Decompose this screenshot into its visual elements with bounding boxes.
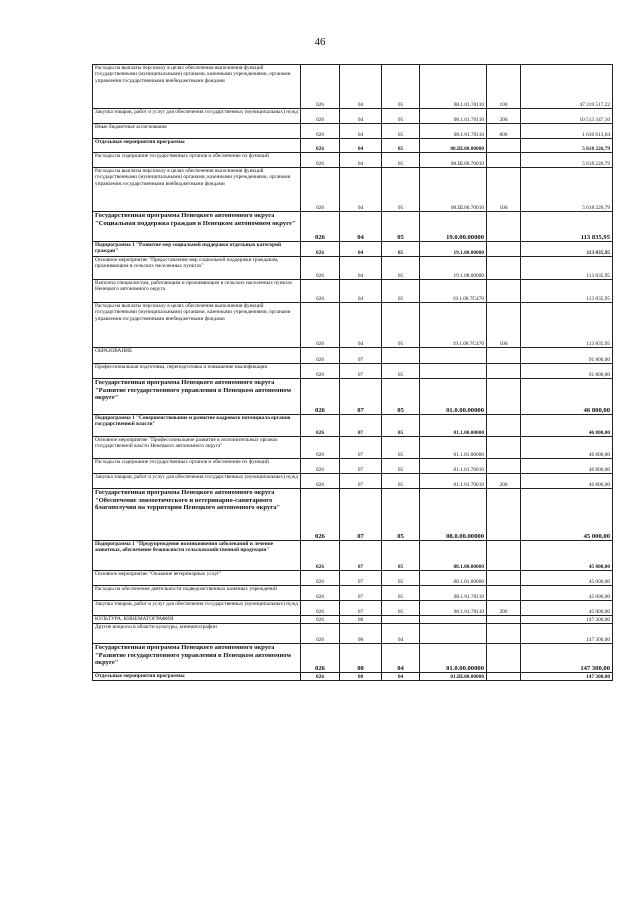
grbs-code-cell: 026 xyxy=(301,124,340,139)
table-row xyxy=(93,379,613,415)
section-code-cell: 07 xyxy=(340,601,382,616)
grbs-code-cell: 026 xyxy=(301,348,340,364)
budget-table-body xyxy=(93,65,613,681)
table-row xyxy=(93,474,613,489)
target-article-code-cell: 08.Ш.00.70010 xyxy=(420,153,487,168)
target-article-code-cell: 08.1.00.00000 xyxy=(420,541,487,571)
subsection-code-cell xyxy=(382,348,420,364)
row-name-cell: ОБРАЗОВАНИЕ xyxy=(93,348,301,364)
expense-type-code-cell: 800 xyxy=(487,124,521,139)
section-code-cell: 04 xyxy=(340,139,382,153)
amount-cell: 5 618 226,79 xyxy=(521,153,613,168)
expense-type-code-cell: 100 xyxy=(487,303,521,348)
expense-type-code-cell xyxy=(487,379,521,415)
subsection-code-cell: 05 xyxy=(382,257,420,280)
expense-type-code-cell xyxy=(487,459,521,474)
expense-type-code-cell xyxy=(487,489,521,541)
row-name-cell: Расходы на содержание государственных органов и обеспечение их функций xyxy=(93,153,301,168)
section-code-cell: 04 xyxy=(340,212,382,242)
subsection-code-cell: 05 xyxy=(382,601,420,616)
subsection-code-cell: 05 xyxy=(382,124,420,139)
expense-type-code-cell xyxy=(487,139,521,153)
expense-type-code-cell xyxy=(487,586,521,601)
table-row xyxy=(93,571,613,586)
expense-type-code-cell: 100 xyxy=(487,168,521,212)
row-name-cell: Расходы на содержание государственных органов и обеспечение их функций xyxy=(93,459,301,474)
expense-type-code-cell xyxy=(487,673,521,681)
table-row xyxy=(93,168,613,212)
grbs-code-cell: 026 xyxy=(301,379,340,415)
table-row xyxy=(93,541,613,571)
subsection-code-cell: 05 xyxy=(382,489,420,541)
target-article-code-cell: 01.0.00.00000 xyxy=(420,644,487,673)
target-article-code-cell xyxy=(420,616,487,624)
target-article-code-cell: 08.0.00.00000 xyxy=(420,489,487,541)
grbs-code-cell: 026 xyxy=(301,624,340,644)
table-row xyxy=(93,673,613,681)
table-row xyxy=(93,212,613,242)
expense-type-code-cell xyxy=(487,280,521,303)
amount-cell: 47 319 517,22 xyxy=(521,65,613,109)
row-name-cell: КУЛЬТУРА, КИНЕМАТОГРАФИЯ xyxy=(93,616,301,624)
grbs-code-cell: 026 xyxy=(301,541,340,571)
table-row xyxy=(93,139,613,153)
row-name-cell: Основное мероприятие "Предоставление мер социальной поддержки гражданам, проживающим в сельских населенных пунктах" xyxy=(93,257,301,280)
amount-cell: 46 800,00 xyxy=(521,415,613,437)
target-article-code-cell: 01.0.00.00000 xyxy=(420,379,487,415)
section-code-cell: 04 xyxy=(340,153,382,168)
section-code-cell: 04 xyxy=(340,65,382,109)
expense-type-code-cell: 200 xyxy=(487,601,521,616)
row-name-cell: Закупка товаров, работ и услуг для обеспечения государственных (муниципальных) нужд xyxy=(93,474,301,489)
subsection-code-cell xyxy=(382,616,420,624)
section-code-cell: 08 xyxy=(340,673,382,681)
row-name-cell: Подпрограмма 1 "Совершенствование и развитие кадрового потенциала органов государственной власти" xyxy=(93,415,301,437)
table-row xyxy=(93,257,613,280)
amount-cell: 45 000,00 xyxy=(521,601,613,616)
section-code-cell: 08 xyxy=(340,644,382,673)
row-name-cell: Другие вопросы в области культуры, кинематографии xyxy=(93,624,301,644)
table-row xyxy=(93,242,613,257)
expense-type-code-cell xyxy=(487,624,521,644)
section-code-cell: 04 xyxy=(340,280,382,303)
amount-cell: 147 300,00 xyxy=(521,616,613,624)
grbs-code-cell: 026 xyxy=(301,109,340,124)
subsection-code-cell: 05 xyxy=(382,364,420,379)
grbs-code-cell: 026 xyxy=(301,673,340,681)
section-code-cell: 07 xyxy=(340,571,382,586)
row-name-cell: Закупка товаров, работ и услуг для обеспечения государственных (муниципальных) нужд xyxy=(93,601,301,616)
section-code-cell: 08 xyxy=(340,616,382,624)
subsection-code-cell: 05 xyxy=(382,212,420,242)
amount-cell: 113 835,95 xyxy=(521,242,613,257)
amount-cell: 45 000,00 xyxy=(521,489,613,541)
amount-cell: 113 835,95 xyxy=(521,257,613,280)
subsection-code-cell: 05 xyxy=(382,139,420,153)
section-code-cell: 04 xyxy=(340,242,382,257)
row-name-cell: Отдельные мероприятия программы xyxy=(93,673,301,681)
subsection-code-cell: 05 xyxy=(382,153,420,168)
subsection-code-cell: 04 xyxy=(382,624,420,644)
expense-type-code-cell xyxy=(487,571,521,586)
section-code-cell: 07 xyxy=(340,459,382,474)
row-name-cell: Основное мероприятие "Оказание ветеринарных услуг" xyxy=(93,571,301,586)
row-name-cell: Расходы на выплаты персоналу в целях обеспечения выполнения функций государственными (муниципальными) органами, казенными учреждениями, органами управления государственными внебюджетными фондами xyxy=(93,65,301,109)
grbs-code-cell: 026 xyxy=(301,586,340,601)
page-number: 46 xyxy=(314,36,326,48)
section-code-cell: 04 xyxy=(340,257,382,280)
table-row xyxy=(93,616,613,624)
amount-cell: 147 300,00 xyxy=(521,673,613,681)
expense-type-code-cell xyxy=(487,541,521,571)
subsection-code-cell: 05 xyxy=(382,242,420,257)
subsection-code-cell: 05 xyxy=(382,65,420,109)
amount-cell: 5 618 226,79 xyxy=(521,168,613,212)
section-code-cell: 07 xyxy=(340,379,382,415)
section-code-cell: 08 xyxy=(340,624,382,644)
amount-cell: 46 800,00 xyxy=(521,459,613,474)
subsection-code-cell: 05 xyxy=(382,474,420,489)
row-name-cell: Закупка товаров, работ и услуг для обеспечения государственных (муниципальных) нужд xyxy=(93,109,301,124)
table-row xyxy=(93,459,613,474)
grbs-code-cell: 026 xyxy=(301,437,340,459)
table-row xyxy=(93,601,613,616)
section-code-cell: 07 xyxy=(340,489,382,541)
grbs-code-cell: 026 xyxy=(301,257,340,280)
subsection-code-cell: 05 xyxy=(382,459,420,474)
target-article-code-cell: 19.1.08.7С470 xyxy=(420,303,487,348)
table-row xyxy=(93,280,613,303)
target-article-code-cell: 01.1.00.00000 xyxy=(420,415,487,437)
table-row xyxy=(93,153,613,168)
amount-cell: 45 000,00 xyxy=(521,541,613,571)
expense-type-code-cell xyxy=(487,242,521,257)
section-code-cell: 07 xyxy=(340,437,382,459)
row-name-cell: Государственная программа Ненецкого автономного округа "Социальная поддержка граждан в Ненецком автономном округе" xyxy=(93,212,301,242)
row-name-cell: Подпрограмма 1 "Развитие мер социальной поддержки отдельных категорий граждан" xyxy=(93,242,301,257)
grbs-code-cell: 026 xyxy=(301,601,340,616)
expense-type-code-cell xyxy=(487,153,521,168)
row-name-cell: Иные бюджетные ассигнования xyxy=(93,124,301,139)
target-article-code-cell: 19.1.08.7С470 xyxy=(420,280,487,303)
grbs-code-cell: 026 xyxy=(301,168,340,212)
subsection-code-cell: 05 xyxy=(382,168,420,212)
grbs-code-cell: 026 xyxy=(301,303,340,348)
target-article-code-cell xyxy=(420,624,487,644)
row-name-cell: Основное мероприятие "Профессиональное развитие в исполнительных органах государственной власти Ненецкого автономного округа" xyxy=(93,437,301,459)
grbs-code-cell: 026 xyxy=(301,212,340,242)
row-name-cell: Государственная программа Ненецкого автономного округа "Развитие государственного управления в Ненецком автономном округе" xyxy=(93,379,301,415)
section-code-cell: 04 xyxy=(340,303,382,348)
subsection-code-cell: 05 xyxy=(382,280,420,303)
grbs-code-cell: 026 xyxy=(301,139,340,153)
target-article-code-cell: 08.1.01.70110 xyxy=(420,109,487,124)
subsection-code-cell: 05 xyxy=(382,586,420,601)
table-row xyxy=(93,644,613,673)
target-article-code-cell: 08.1.01.70110 xyxy=(420,586,487,601)
amount-cell: 113 835,95 xyxy=(521,280,613,303)
grbs-code-cell: 026 xyxy=(301,242,340,257)
expense-type-code-cell xyxy=(487,212,521,242)
subsection-code-cell: 04 xyxy=(382,673,420,681)
target-article-code-cell: 08.1.01.70110 xyxy=(420,601,487,616)
target-article-code-cell: 08.1.01.00000 xyxy=(420,571,487,586)
subsection-code-cell: 05 xyxy=(382,379,420,415)
amount-cell: 113 835,95 xyxy=(521,303,613,348)
grbs-code-cell: 026 xyxy=(301,153,340,168)
expense-type-code-cell xyxy=(487,257,521,280)
target-article-code-cell xyxy=(420,348,487,364)
expense-type-code-cell: 200 xyxy=(487,109,521,124)
amount-cell: 1 610 613,04 xyxy=(521,124,613,139)
target-article-code-cell xyxy=(420,364,487,379)
amount-cell: 46 800,00 xyxy=(521,474,613,489)
amount-cell: 91 800,00 xyxy=(521,348,613,364)
grbs-code-cell: 026 xyxy=(301,364,340,379)
expense-type-code-cell xyxy=(487,364,521,379)
grbs-code-cell: 026 xyxy=(301,489,340,541)
section-code-cell: 04 xyxy=(340,124,382,139)
table-row xyxy=(93,65,613,109)
grbs-code-cell: 026 xyxy=(301,571,340,586)
target-article-code-cell: 19.1.08.00000 xyxy=(420,257,487,280)
target-article-code-cell: 01.1.01.00000 xyxy=(420,437,487,459)
subsection-code-cell: 05 xyxy=(382,437,420,459)
section-code-cell: 07 xyxy=(340,364,382,379)
target-article-code-cell: 01.1.01.70010 xyxy=(420,474,487,489)
budget-table xyxy=(92,64,613,681)
target-article-code-cell: 01.Ш.00.00000 xyxy=(420,673,487,681)
table-row xyxy=(93,489,613,541)
target-article-code-cell: 19.0.00.00000 xyxy=(420,212,487,242)
grbs-code-cell: 026 xyxy=(301,474,340,489)
table-row xyxy=(93,109,613,124)
grbs-code-cell: 026 xyxy=(301,415,340,437)
grbs-code-cell: 026 xyxy=(301,644,340,673)
row-name-cell: Профессиональная подготовка, переподготовка и повышение квалификации xyxy=(93,364,301,379)
target-article-code-cell: 08.Ш.00.00000 xyxy=(420,139,487,153)
section-code-cell: 07 xyxy=(340,415,382,437)
subsection-code-cell: 05 xyxy=(382,415,420,437)
target-article-code-cell: 08.1.01.70110 xyxy=(420,124,487,139)
expense-type-code-cell xyxy=(487,415,521,437)
amount-cell: 91 800,00 xyxy=(521,364,613,379)
table-row xyxy=(93,124,613,139)
amount-cell: 147 300,00 xyxy=(521,624,613,644)
amount-cell: 46 800,00 xyxy=(521,379,613,415)
table-row xyxy=(93,364,613,379)
amount-cell: 5 618 226,79 xyxy=(521,139,613,153)
section-code-cell: 07 xyxy=(340,474,382,489)
amount-cell: 113 835,95 xyxy=(521,212,613,242)
subsection-code-cell: 04 xyxy=(382,644,420,673)
row-name-cell: Расходы на обеспечение деятельности подведомственных казенных учреждений xyxy=(93,586,301,601)
subsection-code-cell: 05 xyxy=(382,541,420,571)
section-code-cell: 04 xyxy=(340,109,382,124)
row-name-cell: Расходы на выплаты персоналу в целях обеспечения выполнения функций государственными (муниципальными) органами, казенными учреждениями, органами управления государственными внебюджетными фондами xyxy=(93,168,301,212)
grbs-code-cell: 026 xyxy=(301,280,340,303)
subsection-code-cell: 05 xyxy=(382,109,420,124)
row-name-cell: Расходы на выплаты персоналу в целях обеспечения выполнения функций государственными (муниципальными) органами, казенными учреждениями, органами управления государственными внебюджетными фондами xyxy=(93,303,301,348)
table-row xyxy=(93,415,613,437)
table-row xyxy=(93,624,613,644)
section-code-cell: 07 xyxy=(340,586,382,601)
row-name-cell: Государственная программа Ненецкого автономного округа "Развитие государственного управления в Ненецком автономном округе" xyxy=(93,644,301,673)
expense-type-code-cell xyxy=(487,616,521,624)
amount-cell: 45 000,00 xyxy=(521,586,613,601)
expense-type-code-cell: 200 xyxy=(487,474,521,489)
grbs-code-cell: 026 xyxy=(301,65,340,109)
expense-type-code-cell: 100 xyxy=(487,65,521,109)
row-name-cell: Выплаты специалистам, работающим и проживающим в сельских населенных пунктах Ненецкого автономного округа xyxy=(93,280,301,303)
section-code-cell: 07 xyxy=(340,348,382,364)
expense-type-code-cell xyxy=(487,348,521,364)
grbs-code-cell: 026 xyxy=(301,616,340,624)
row-name-cell: Государственная программа Ненецкого автономного округа "Обеспечение эпизоотического и ветеринарно-санитарного благополучия на территории Ненецкого автономного округа" xyxy=(93,489,301,541)
subsection-code-cell: 05 xyxy=(382,303,420,348)
amount-cell: 10 513 347,10 xyxy=(521,109,613,124)
table-row xyxy=(93,303,613,348)
table-row xyxy=(93,586,613,601)
row-name-cell: Отдельные мероприятия программы xyxy=(93,139,301,153)
subsection-code-cell: 05 xyxy=(382,571,420,586)
expense-type-code-cell xyxy=(487,437,521,459)
amount-cell: 46 800,00 xyxy=(521,437,613,459)
table-row xyxy=(93,348,613,364)
target-article-code-cell: 08.1.01.70110 xyxy=(420,65,487,109)
section-code-cell: 07 xyxy=(340,541,382,571)
amount-cell: 45 000,00 xyxy=(521,571,613,586)
table-row xyxy=(93,437,613,459)
grbs-code-cell: 026 xyxy=(301,459,340,474)
target-article-code-cell: 08.Ш.00.70010 xyxy=(420,168,487,212)
amount-cell: 147 300,00 xyxy=(521,644,613,673)
target-article-code-cell: 01.1.01.70010 xyxy=(420,459,487,474)
row-name-cell: Подпрограмма 1 "Предупреждение возникновения заболеваний и лечение животных, обеспечение безопасности сельскохозяйственной продукции" xyxy=(93,541,301,571)
expense-type-code-cell xyxy=(487,644,521,673)
target-article-code-cell: 19.1.00.00000 xyxy=(420,242,487,257)
section-code-cell: 04 xyxy=(340,168,382,212)
